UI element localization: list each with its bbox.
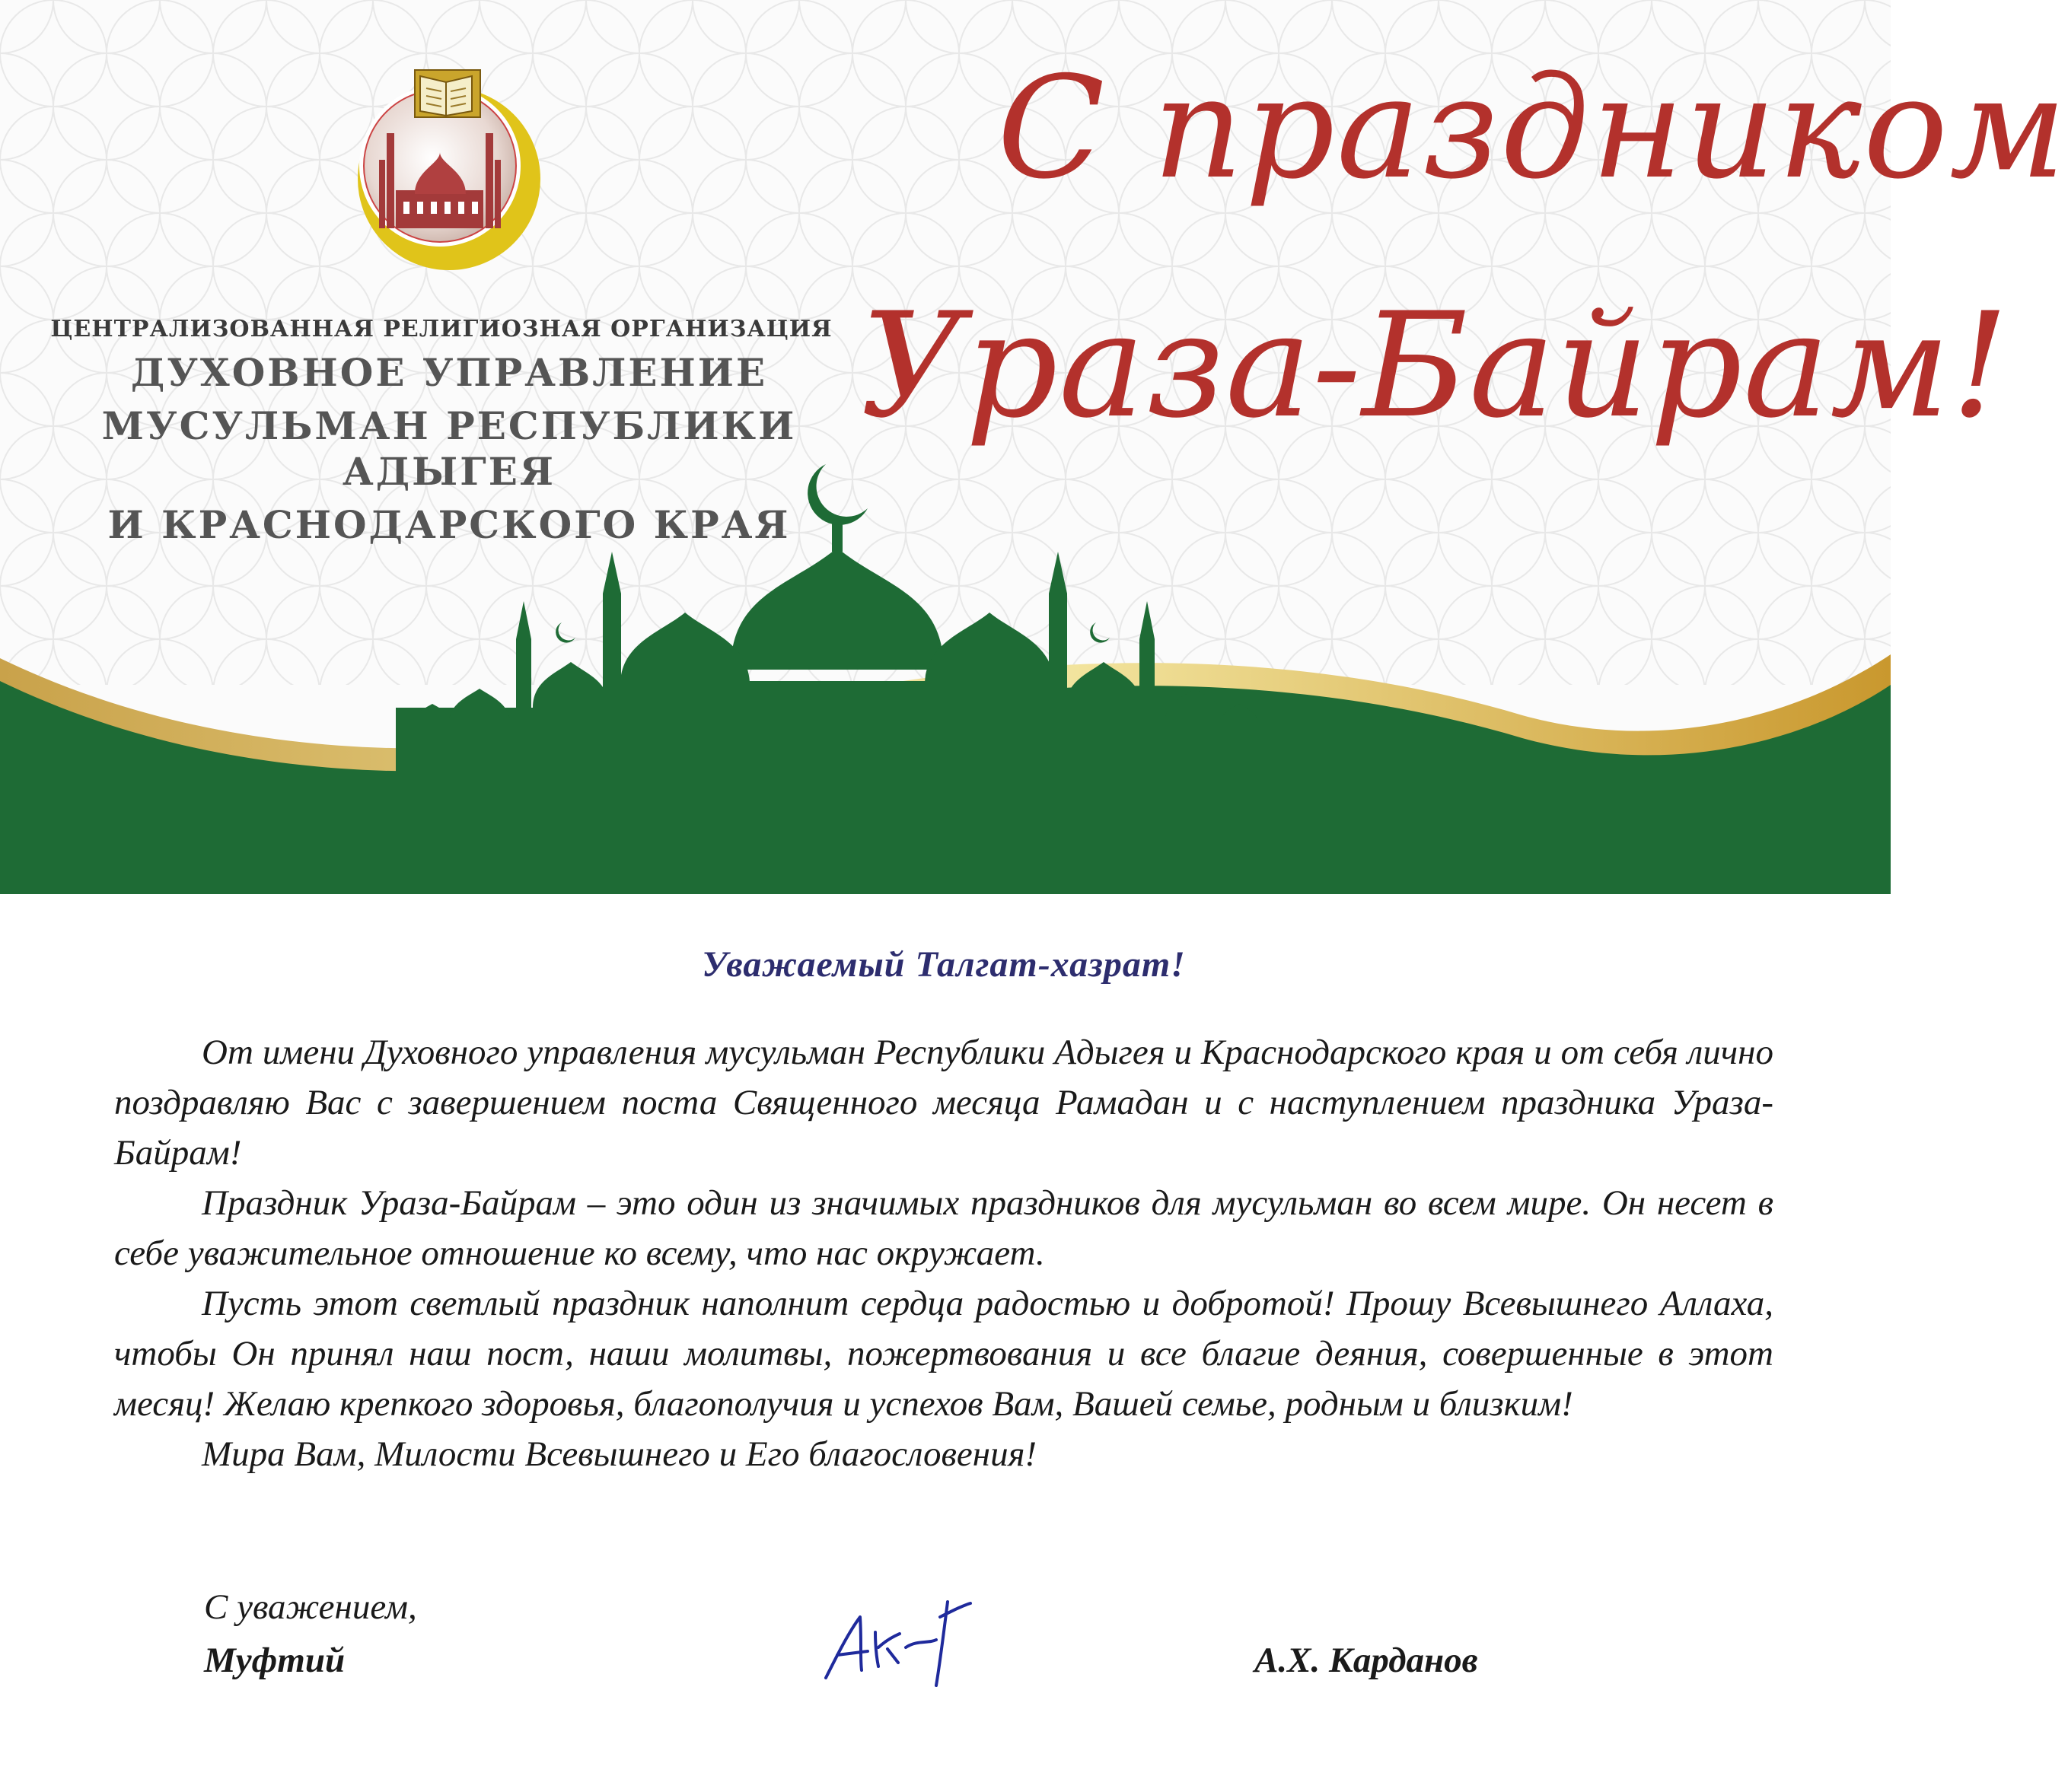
header-banner [0,0,2068,894]
signer-position: Муфтий [204,1641,346,1680]
letter-body [114,944,1773,1479]
paragraph-3: Пусть этот светлый праздник наполнит сердца радостью и добротой! Прошу Всевышнего Аллаха, чтобы Он принял наш пост, наши молитвы, пожертвования и все благие деяния, совершенные в этот месяц! Желаю крепкого здоровья, благополучия и успехов Вам, Вашей семье, родным и близким! [114,1284,1773,1424]
paragraph-2: Праздник Ураза-Байрам – это один из значимых праздников для мусульман во всем мире. Он несет в себе уважительное отношение ко всему, что нас окружает. [114,1183,1773,1273]
organization-type: ЦЕНТРАЛИЗОВАННАЯ РЕЛИГИОЗНАЯ ОРГАНИЗАЦИЯ [50,316,833,342]
salutation: Уважаемый Талгат-хазрат! [702,944,1186,985]
greeting-title-line2: Ураза-Байрам! [860,282,2010,450]
greeting-title-line1: С праздником [997,46,2068,210]
organization-name-line1: ДУХОВНОЕ УПРАВЛЕНИЕ [130,350,768,395]
paragraph-1: От имени Духовного управления мусульман Республики Адыгея и Краснодарского края и от себя лично поздравляю Вас с завершением поста Священного месяца Рамадан и с наступлением праздника Ураза-Байрам! [114,1033,1773,1173]
book-icon [415,70,480,117]
paragraph-4: Мира Вам, Милости Всевышнего и Его благословения! [202,1434,1037,1474]
signature-icon [814,1587,982,1701]
organization-name-line3: И КРАСНОДАРСКОГО КРАЯ [107,502,791,547]
organization-name-line2: МУСУЛЬМАН РЕСПУБЛИКИ АДЫГЕЯ [101,403,797,494]
signer-name: А.Х. Карданов [1254,1641,1478,1680]
organization-name [30,316,868,548]
closing-phrase: С уважением, [204,1587,417,1627]
